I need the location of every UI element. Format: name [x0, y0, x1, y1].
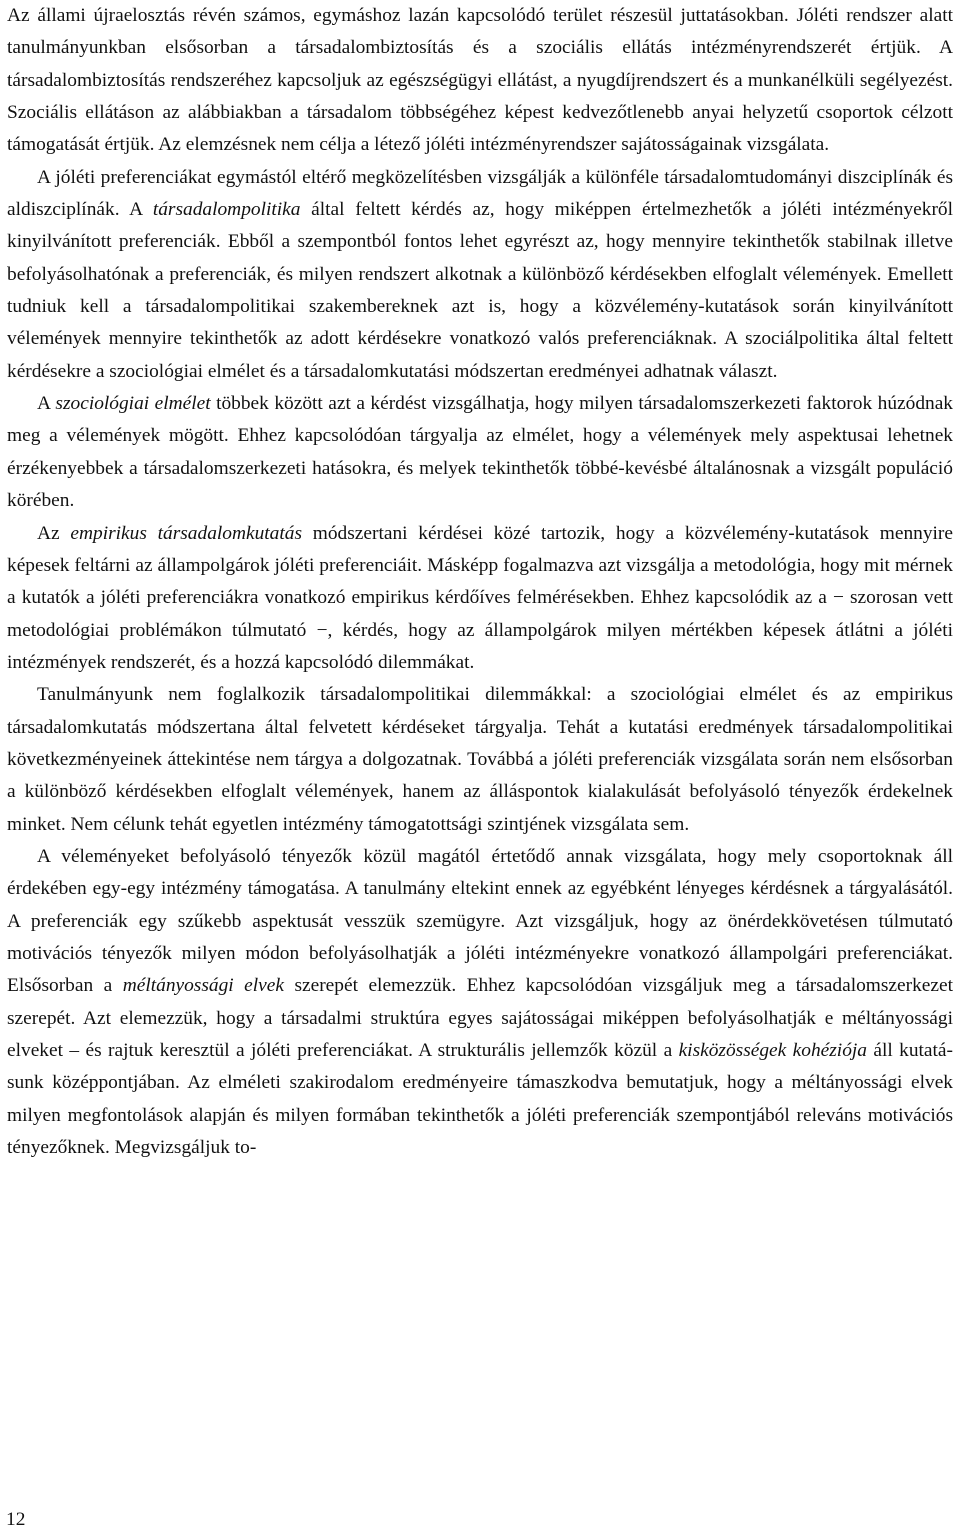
italic-term: empirikus társadalomkutatás [70, 522, 302, 544]
text-run: A jóléti preferenciákat egymástól eltérő megközelítésben vizsgálják a különféle társadalomtudományi diszciplínák és aldiszciplínák. A [7, 166, 953, 221]
text-run: A [37, 393, 56, 415]
page-number: 12 [6, 1509, 26, 1530]
text-run: által feltett kérdés az, hogy miképpen értelmezhetők a jóléti intézményekről kinyilvánított preferenciák. Ebből a szempontból fontos lehet egyrészt az, hogy mennyire tekinthetők stabilnak illetve befolyásolhatónak a preferenciák, és milyen rendszert alkotnak a különböző kérdésekben elfoglalt vélemények. Emellett tudniuk kell a társadalompolitikai szakembereknek azt is, hogy a közvélemény-kutatások során kinyilvánított vélemények mennyire tekinthetők az adott kérdésekre vonatkozó valós preferenciáknak. A szociálpolitika által feltett kérdésekre a szociológiai elmélet és a társadalomkutatási módszertan eredményei adhatnak választ. [7, 199, 953, 382]
text-run: A véleményeket befolyásoló tényezők közül magától értetődő annak vizsgálata, hogy mely csoportoknak áll érdekében egy-egy intézmény támogatása. A tanulmány eltekint ennek az egyébként lényeges kérdésnek a tárgyalásától. A preferenciák egy szűkebb aspektusát vesszük szemügyre. Azt vizsgáljuk, hogy az önérdekkövetésen túlmutató motivációs tényezők milyen módon befolyásolhatják a jóléti intézményekre vonatkozó állampolgári preferenciákat. Elsősorban a [7, 845, 953, 997]
text-run: módszertani kérdései közé tartozik, hogy a közvélemény-kutatások mennyire képesek feltárni az állampolgárok jóléti preferenciáit. Másképp fogalmazva azt vizsgálja a metodológia, hogy mit mérnek a kutatók a jóléti preferenciákra vonatkozó empirikus kérdőíves felmérésekben. Ehhez kapcsolódik az a − szorosan vett metodológiai problémákon túlmutató −, kérdés, hogy az állampolgárok milyen mértékben képesek átlátni a jóléti intézmények rendszerét, és a hozzá kapcsolódó dilemmákat. [7, 522, 953, 673]
text-run: áll kutatásunk középpontjában. Az elméleti szakirodalom eredményeire támaszkodva bemutatjuk, hogy a méltányossági elvek milyen megfontolások alapján és milyen formában tekinthetők a jóléti preferenciák szempontjából releváns motivációs tényezőknek. Megvizsgáljuk to- [7, 1040, 953, 1159]
italic-term: kisközösségek kohéziója [678, 1040, 867, 1061]
italic-term: társadalompolitika [152, 199, 301, 221]
text-run: szerepét elemezzük. Ehhez kapcsolódóan vizsgáljuk meg a társadalomszerkezet szerepét. Azt elemezzük, hogy a társadalmi struktúra egyes sajátosságai miképpen befolyásolhatják e méltányossági elveket – és rajtuk keresztül a jóléti preferenciákat. A strukturális jellemzők közül a [7, 975, 953, 1061]
text-run: Tanulmányunk nem foglalkozik társadalompolitikai dilemmákkal: a szociológiai elmélet és az empirikus társadalomkutatás módszertana által felvetett kérdéseket tárgyalja. Tehát a kutatási eredmények társadalompolitikai következményeinek áttekintése nem tárgya a dolgozatnak. Továbbá a jóléti preferenciák vizsgálata során nem elsősorban a különböző kérdésekben elfoglalt vélemények, hanem az álláspontok kialakulását befolyásoló tényezők érdekelnek minket. Nem célunk tehát egyetlen intézmény támogatottsági szintjének vizsgálata sem. [7, 684, 953, 835]
text-run: Az állami újraelosztás révén számos, egymáshoz lazán kapcsolódó terület részesül juttatásokban. Jóléti rendszer alatt tanulmányunkban elsősorban a társadalombiztosítás és a szociális ellátás intézményrendszerét értjük. A társadalombiztosítás rendszeréhez kapcsoljuk az egészségügyi ellátást, a nyugdíjrendszert és a munkanélküli segélyezést. Szociális ellátáson az alábbiakban a társadalom többségéhez képest kedvezőtlenebb anyai helyzetű csoportok célzott támogatását értjük. Az elemzésnek nem célja a létező jóléti intézményrendszer sajátosságainak vizsgálata. [7, 5, 953, 156]
text-run: Az [37, 522, 71, 544]
italic-term: méltányossági elvek [122, 975, 284, 997]
text-run: többek között azt a kérdést vizsgálhatja, hogy milyen társadalomszerkezeti faktorok húzódnak meg a vélemények mögött. Ehhez kapcsolódóan tárgyalja az elmélet, hogy a vélemények mely aspektusai lehetnek érzékenyebbek a társadalomszerkezeti hatásokra, és melyek tekinthetők többé-kevésbé általánosnak a vizsgált populáció körében. [7, 393, 954, 512]
paragraph [7, 679, 953, 841]
paragraph [7, 388, 953, 517]
body-text [7, 0, 953, 1164]
paragraph [7, 518, 953, 680]
italic-term: szociológiai elmélet [55, 393, 211, 415]
paragraph [7, 841, 953, 1164]
paragraph [7, 162, 953, 388]
paragraph [7, 0, 953, 162]
